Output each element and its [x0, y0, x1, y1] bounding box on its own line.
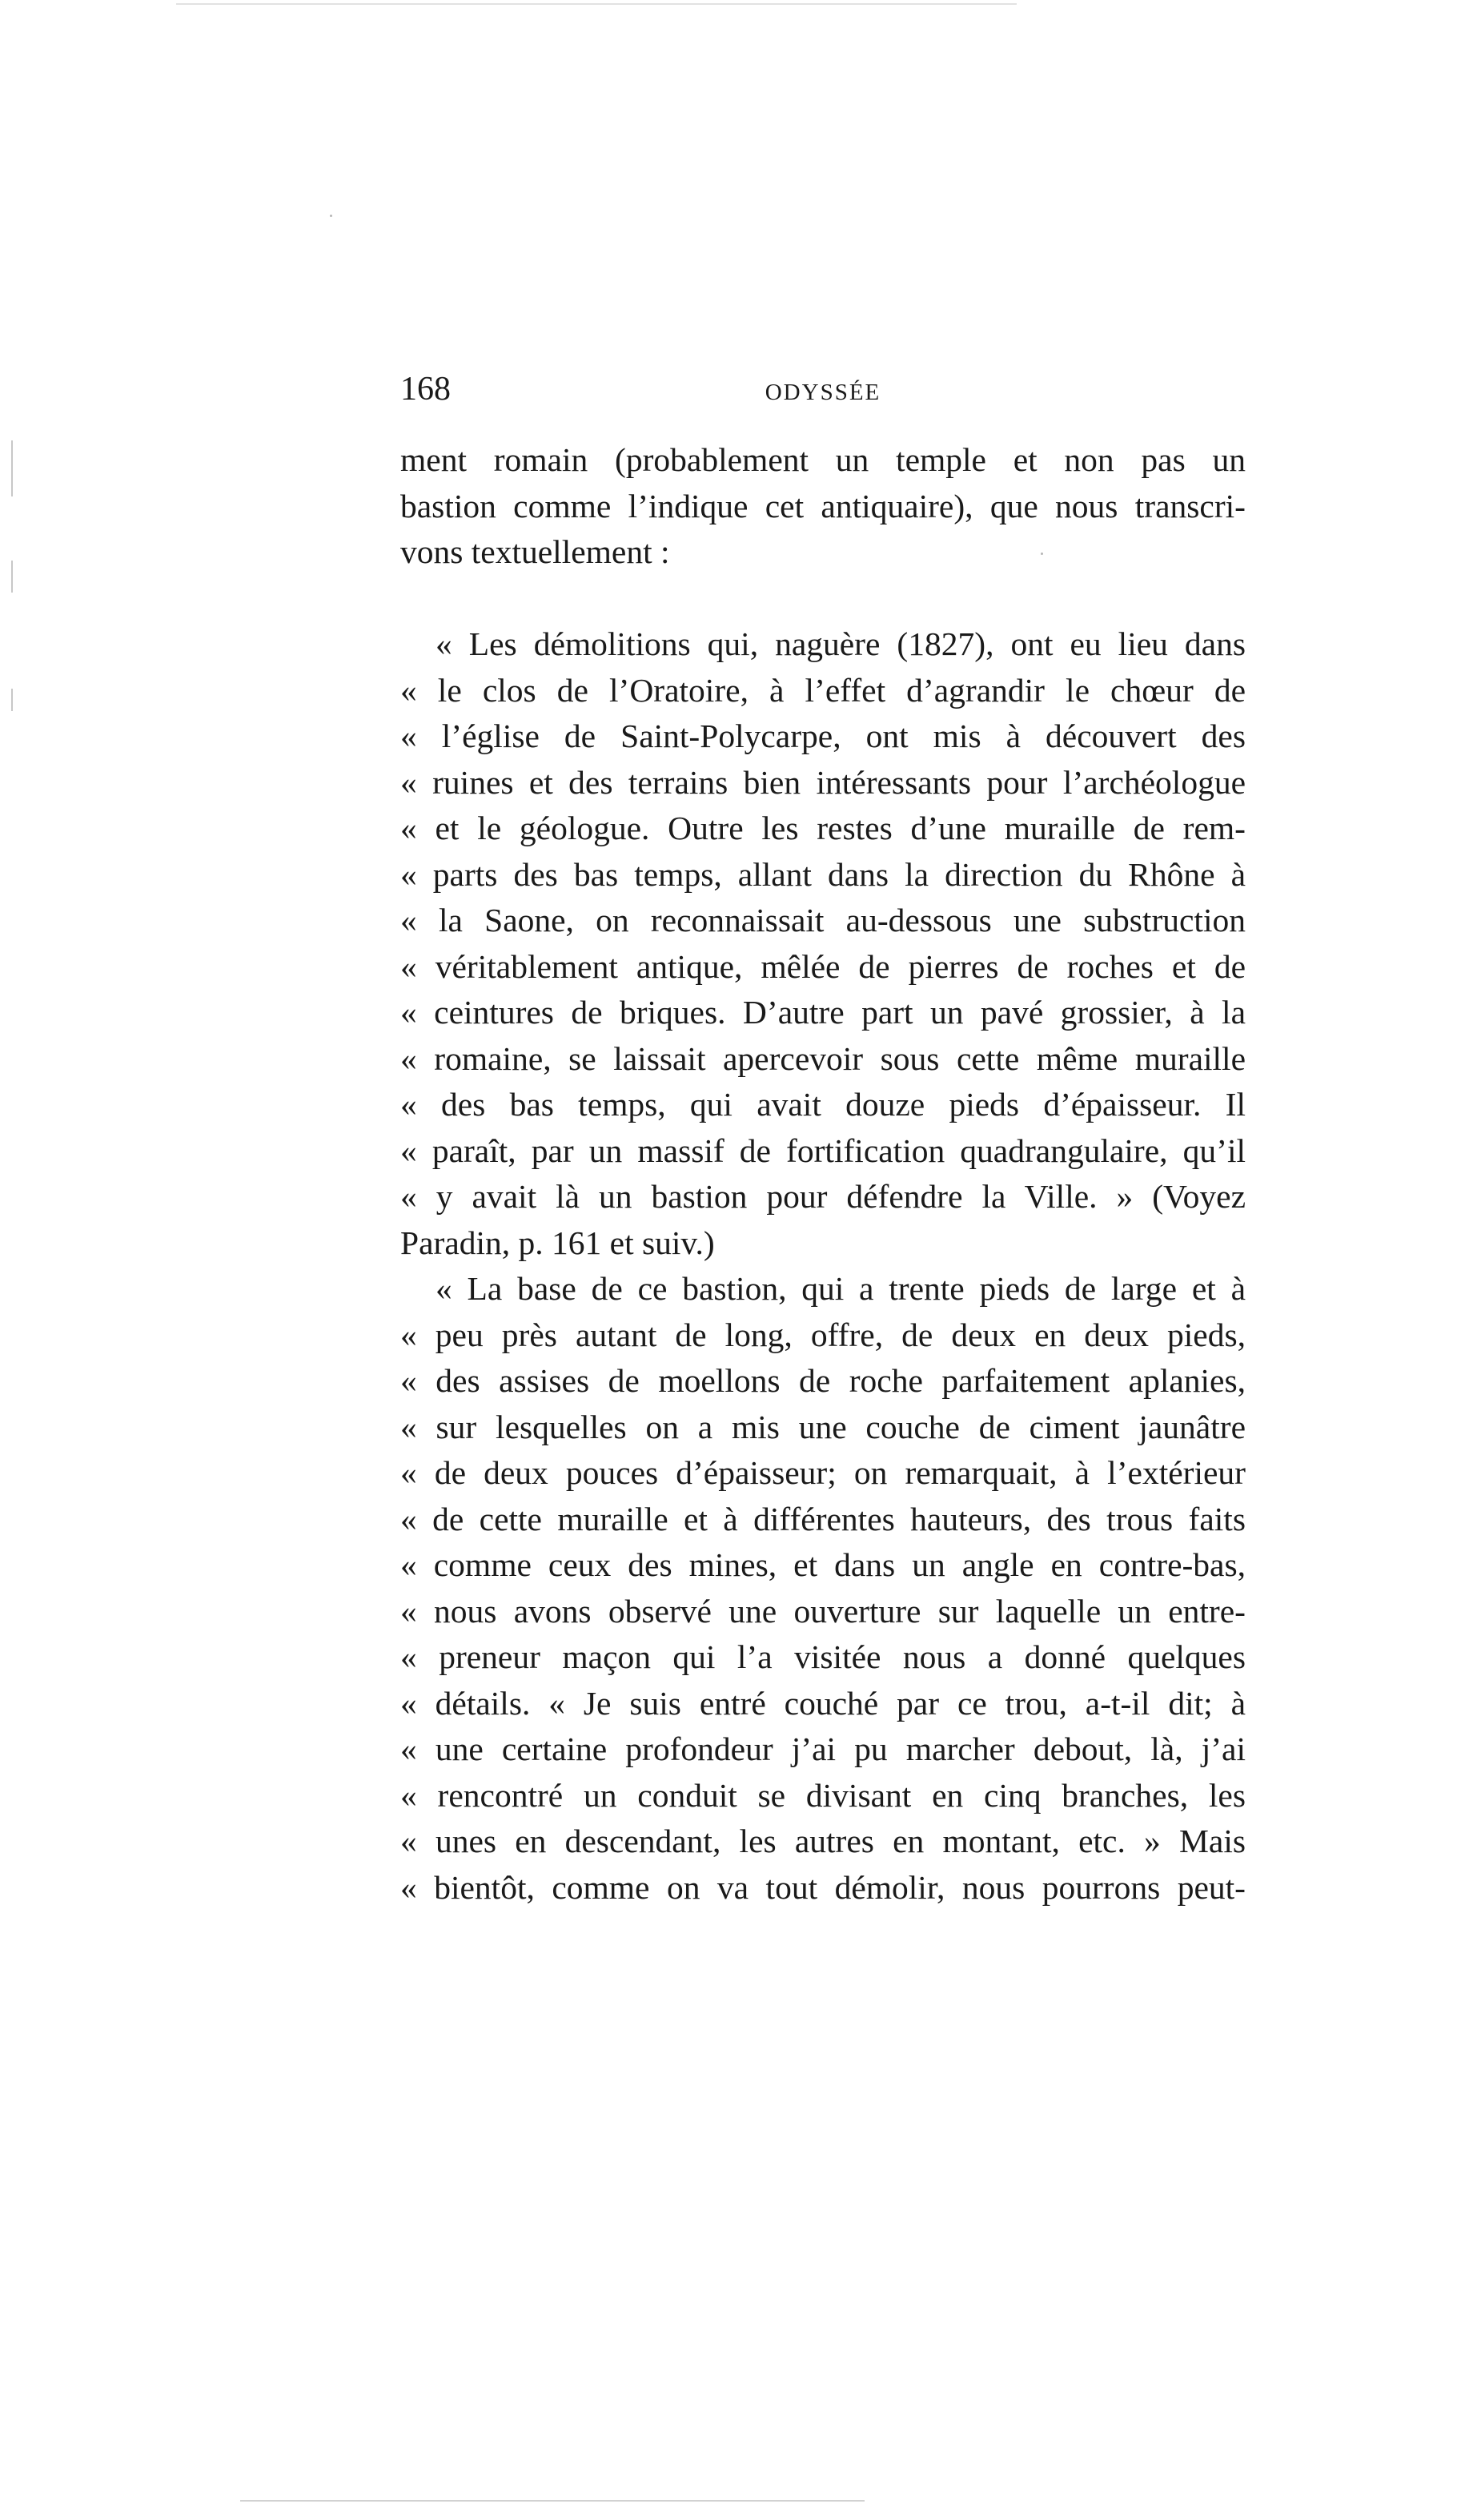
scan-margin-mark [11, 440, 13, 496]
text-line: « nous avons observé une ouverture sur laquelle un entre- [400, 1592, 1246, 1630]
text-line: « romaine, se laissait apercevoir sous cette même muraille [400, 1039, 1246, 1077]
quotation-first [400, 621, 1246, 1266]
scan-top-edge [176, 3, 1017, 5]
text-line: « la Saone, on reconnaissait au-dessous une substruction [400, 902, 1246, 938]
text-line: « parts des bas temps, allant dans la direction du Rhône à [400, 855, 1246, 893]
text-line: « des assises de moellons de roche parfaitement aplanies, [400, 1362, 1246, 1399]
text-line: « détails. « Je suis entré couché par ce trou, a-t-il dit; à [400, 1684, 1246, 1722]
text-line: bastion comme l’indique cet antiquaire), que nous transcri- [400, 487, 1246, 524]
scan-margin-mark [11, 689, 13, 711]
text-line: « ceintures de briques. D’autre part un pavé grossier, à la [400, 994, 1246, 1031]
text-line: « sur lesquelles on a mis une couche de ciment jaunâtre [400, 1408, 1246, 1445]
text-line: « ruines et des terrains bien intéressants pour l’archéologue [400, 763, 1246, 801]
text-line: « l’église de Saint-Polycarpe, ont mis à découvert des [400, 717, 1246, 754]
text-line: « paraît, par un massif de fortification quadrangulaire, qu’il [400, 1131, 1246, 1169]
text-line: ment romain (probablement un temple et non pas un [400, 441, 1246, 478]
text-line: « unes en descendant, les autres en montant, etc. » Mais [400, 1823, 1246, 1859]
text-line: « Les démolitions qui, naguère (1827), ont eu lieu dans [435, 625, 1246, 662]
paragraph-continuation [400, 437, 1246, 576]
text-line: « peu près autant de long, offre, de deux en deux pieds, [400, 1316, 1246, 1353]
scan-margin-mark [11, 561, 13, 593]
text-line: « et le géologue. Outre les restes d’une muraille de rem- [400, 810, 1246, 846]
text-block [400, 437, 1246, 1911]
text-line: « une certaine profondeur j’ai pu marcher debout, là, j’ai [400, 1730, 1246, 1767]
quotation-second [400, 1266, 1246, 1911]
scan-bottom-edge [240, 2500, 865, 2502]
running-header [400, 365, 1246, 413]
text-line: « preneur maçon qui l’a visitée nous a donné quelques [400, 1638, 1246, 1675]
text-line: « de cette muraille et à différentes hauteurs, des trous faits [400, 1500, 1246, 1537]
page-number: 168 [400, 371, 451, 408]
text-line: « rencontré un conduit se divisant en cinq branches, les [400, 1776, 1246, 1814]
text-line: « véritablement antique, mêlée de pierres de roches et de [400, 947, 1246, 985]
text-line: « le clos de l’Oratoire, à l’effet d’agrandir le chœur de [400, 671, 1246, 709]
running-title: ODYSSÉE [765, 380, 881, 405]
scan-speck [330, 215, 332, 217]
text-line: « La base de ce bastion, qui a trente pieds de large et à [435, 1270, 1246, 1307]
paragraph-gap [400, 576, 1246, 622]
text-line: « de deux pouces d’épaisseur; on remarquait, à l’extérieur [400, 1454, 1246, 1491]
text-line: « bientôt, comme on va tout démolir, nous pourrons peut- [400, 1868, 1246, 1906]
text-line: « comme ceux des mines, et dans un angle en contre-bas, [400, 1546, 1246, 1583]
text-line: Paradin, p. 161 et suiv.) [400, 1224, 715, 1261]
text-line: « y avait là un bastion pour défendre la Ville. » (Voyez [400, 1178, 1246, 1215]
text-line: vons textuellement : [400, 533, 670, 570]
text-line: « des bas temps, qui avait douze pieds d’épaisseur. Il [400, 1086, 1246, 1123]
